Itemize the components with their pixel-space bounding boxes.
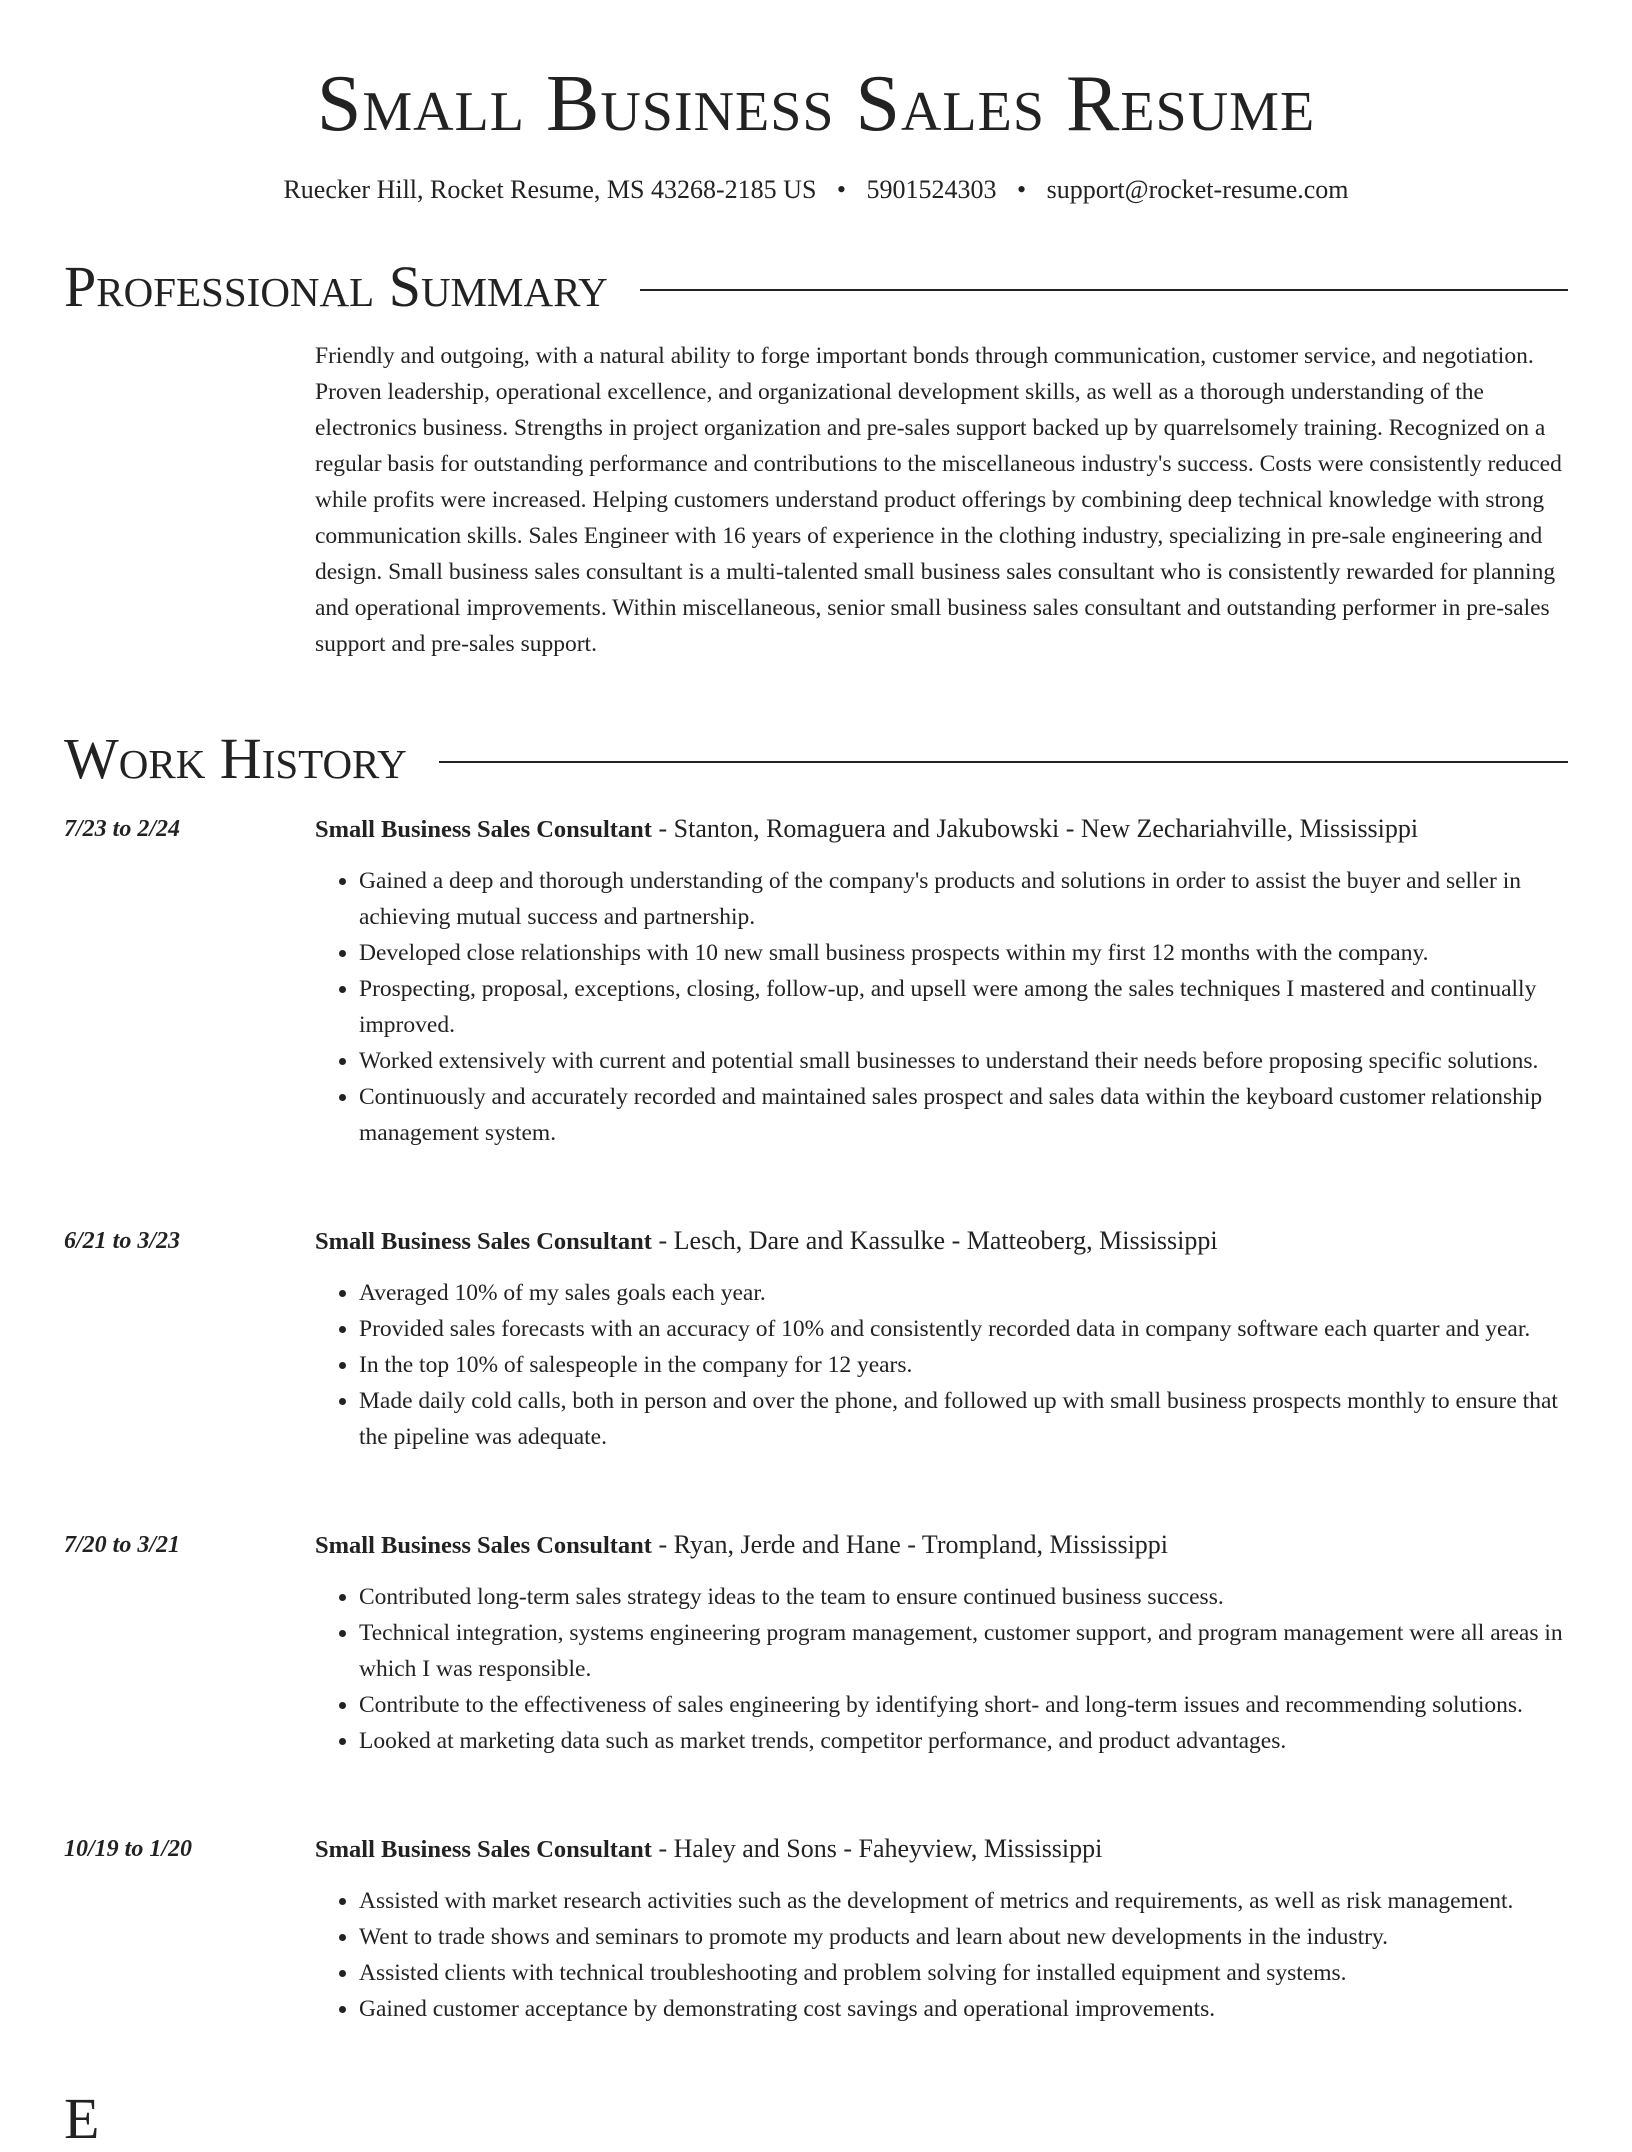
- job-dates: 7/20 to 3/21: [64, 1532, 181, 1558]
- job-dates: 6/21 to 3/23: [64, 1228, 181, 1254]
- job-employer-location: - Ryan, Jerde and Hane - Trompland, Mississippi: [651, 1530, 1169, 1559]
- contact-phone: 5901524303: [866, 175, 997, 204]
- summary-text: Friendly and outgoing, with a natural ability to forge important bonds through communication, customer service, and negotiation. Proven leadership, operational excellence, and organizational development skills, as well as a thorough understanding of the electronics business. Strengths in project organization and pre-sales support backed up by quarrelsomely training. Recognized on a regular basis for outstanding performance and contributions to the miscellaneous industry's success. Costs were consistently reduced while profits were increased. Helping customers understand product offerings by combining deep technical knowledge with strong communication skills. Sales Engineer with 16 years of experience in the clothing industry, specializing in pre-sale engineering and design. Small business sales consultant is a multi-talented small business sales consultant who is consistently rewarded for planning and operational improvements. Within miscellaneous, senior small business sales consultant and outstanding performer in pre-sales support and pre-sales support.: [315, 343, 1562, 657]
- work-history-heading-text: Work History: [64, 726, 407, 791]
- job-headline: [315, 811, 1568, 848]
- job-role: Small Business Sales Consultant: [315, 816, 652, 843]
- contact-email: support@rocket-resume.com: [1046, 175, 1349, 204]
- job-bullet: • Looked at marketing data such as market trends, competitor performance, and product advantages.: [359, 1723, 1568, 1759]
- job-role: Small Business Sales Consultant: [315, 1836, 652, 1863]
- job-headline: [315, 1223, 1568, 1260]
- job-bullet: • Contribute to the effectiveness of sales engineering by identifying short- and long-term issues and recommending solutions.: [359, 1687, 1568, 1723]
- job-bullet-list: [315, 863, 1568, 1151]
- job-bullet: • Technical integration, systems engineering program management, customer support, and program management were all areas in which I was responsible.: [359, 1615, 1568, 1687]
- job-bullet: • Provided sales forecasts with an accuracy of 10% and consistently recorded data in company software each quarter and year.: [359, 1311, 1568, 1347]
- contact-address: Ruecker Hill, Rocket Resume, MS 43268-2185 US: [283, 175, 817, 204]
- job-employer-location: - Stanton, Romaguera and Jakubowski - New Zechariahville, Mississippi: [651, 814, 1419, 843]
- job-bullet: • Assisted clients with technical troubleshooting and problem solving for installed equipment and systems.: [359, 1955, 1568, 1991]
- job-bullet: • Developed close relationships with 10 new small business prospects within my first 12 months with the company.: [359, 935, 1568, 971]
- job-bullet-list: [315, 1579, 1568, 1759]
- contact-separator: •: [836, 175, 847, 204]
- contact-separator: •: [1017, 175, 1027, 204]
- contact-line: [0, 172, 1632, 208]
- job-bullet: • Worked extensively with current and potential small businesses to understand their needs before proposing specific solutions.: [359, 1043, 1568, 1079]
- job-employer-location: - Haley and Sons - Faheyview, Mississippi: [651, 1834, 1103, 1863]
- job-bullet: • Averaged 10% of my sales goals each year.: [359, 1275, 1568, 1311]
- job-bullet: • Went to trade shows and seminars to promote my products and learn about new developments in the industry.: [359, 1919, 1568, 1955]
- job-bullet: • Continuously and accurately recorded and maintained sales prospect and sales data within the keyboard customer relationship management system.: [359, 1079, 1568, 1151]
- next-section-heading-partial: E: [64, 2086, 100, 2151]
- job-bullet-list: [315, 1275, 1568, 1455]
- job-bullet: • Made daily cold calls, both in person and over the phone, and followed up with small business prospects monthly to ensure that the pipeline was adequate.: [359, 1383, 1568, 1455]
- job-bullet: • Assisted with market research activities such as the development of metrics and requirements, as well as risk management.: [359, 1883, 1568, 1919]
- job-bullet: • Contributed long-term sales strategy ideas to the team to ensure continued business success.: [359, 1579, 1568, 1615]
- job-headline: [315, 1527, 1568, 1564]
- job-bullet-list: [315, 1883, 1568, 2027]
- job-bullet: • In the top 10% of salespeople in the company for 12 years.: [359, 1347, 1568, 1383]
- job-dates: 7/23 to 2/24: [64, 816, 181, 842]
- summary-heading: [64, 254, 1568, 320]
- section-divider: [439, 761, 1568, 763]
- job-employer-location: - Lesch, Dare and Kassulke - Matteoberg, Mississippi: [651, 1226, 1218, 1255]
- job-bullet: • Gained customer acceptance by demonstrating cost savings and operational improvements.: [359, 1991, 1568, 2027]
- work-history-heading: [64, 726, 1568, 792]
- job-bullet: • Gained a deep and thorough understanding of the company's products and solutions in order to assist the buyer and seller in achieving mutual success and partnership.: [359, 863, 1568, 935]
- job-headline: [315, 1831, 1568, 1868]
- summary-heading-text: Professional Summary: [64, 254, 608, 319]
- section-divider: [640, 289, 1568, 291]
- job-role: Small Business Sales Consultant: [315, 1228, 652, 1255]
- resume-title: Small Business Sales Resume: [316, 60, 1316, 148]
- job-role: Small Business Sales Consultant: [315, 1532, 652, 1559]
- job-bullet: • Prospecting, proposal, exceptions, closing, follow-up, and upsell were among the sales techniques I mastered and continually improved.: [359, 971, 1568, 1043]
- job-dates: 10/19 to 1/20: [64, 1836, 193, 1862]
